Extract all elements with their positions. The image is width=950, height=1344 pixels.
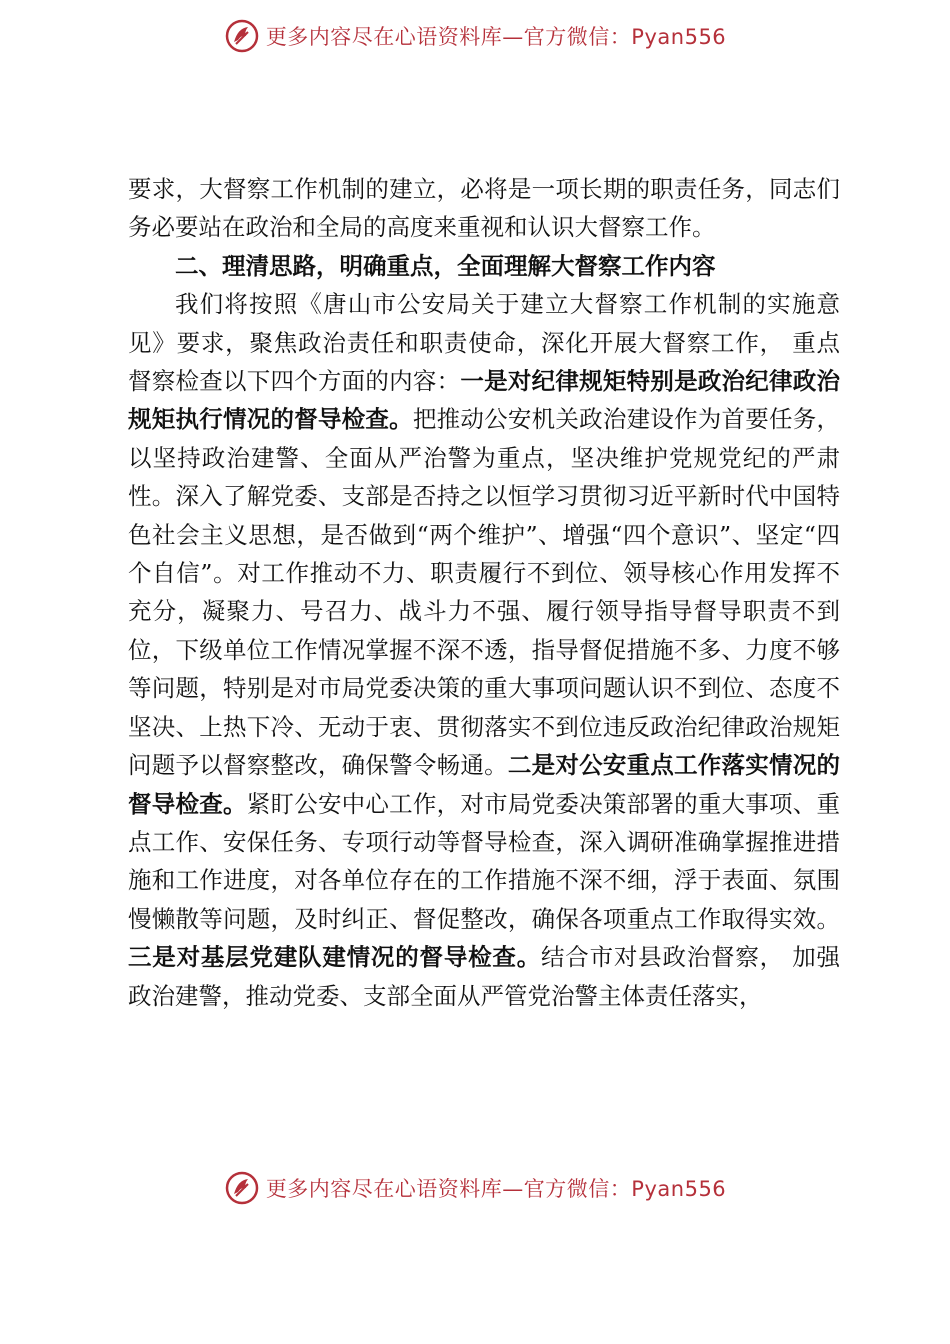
paragraph-text: 紧盯公安中心工作，对市局党委决策部署的重大事项、重点工作、安保任务、专项行动等督导检查，深入调研准确掌握推进措施和工作进度，对各单位存在的工作措施不深不细，浮于表面、氛围慢懒散等问题，及时纠正、督促整改，确保各项重点工作取得实效。 <box>128 789 841 933</box>
paragraph-text: 把推动公安机关政治建设作为首要任务，以坚持政治建警、全面从严治警为重点，坚决维护党规党纪的严肃性。深入了解党委、支部是否持之以恒学习贯彻习近平新时代中国特色社会主义思想，是否做到“两个维护”、增强“四个意识”、坚定“四个自信”。对工作推动不力、职责履行不到位、领导核心作用发挥不充分，凝聚力、号召力、战斗力不强、履行领导指导督导职责不到位，下级单位工作情况掌握不深不透，指导督促措施不多、力度不够等问题，特别是对市局党委决策的重大事项问题认识不到位、态度不坚决、上热下冷、无动于衷、贯彻落实不到位违反政治纪律政治规矩问题予以督察整改，确保警令畅通。 <box>128 405 841 780</box>
footer-banner <box>0 1168 950 1208</box>
section-heading: 二、理清思路，明确重点，全面理解大督察工作内容 <box>175 251 716 280</box>
paragraph-text: 结合市对县政治督察， 加强政治建警，推动党委、支部全面从严管党治警主体责任落实， <box>128 943 840 1010</box>
seal-logo-icon <box>224 1170 260 1206</box>
document-body <box>128 170 840 1015</box>
bold-point-two: 二是对公安重点工作落实情况的督导检查。 <box>128 751 841 818</box>
bold-point-three: 三是对基层党建队建情况的督导检查。 <box>128 943 541 972</box>
seal-logo-icon <box>224 18 260 54</box>
paragraph-text: 我们将按照《唐山市公安局关于建立大督察工作机制的实施意见》要求，聚焦政治责任和职责使命，深化开展大督察工作， 重点督察检查以下四个方面的内容： <box>128 290 840 396</box>
footer-banner-text: 更多内容尽在心语资料库—官方微信：Pyan556 <box>265 1177 727 1201</box>
header-banner-text: 更多内容尽在心语资料库—官方微信：Pyan556 <box>265 25 727 49</box>
paragraph-main <box>128 285 840 1015</box>
paragraph-continued: 要求，大督察工作机制的建立，必将是一项长期的职责任务，同志们务必要站在政治和全局的高度来重视和认识大督察工作。 <box>128 175 840 242</box>
header-banner <box>0 16 950 56</box>
bold-point-one: 一是对纪律规矩特别是政治纪律政治规矩执行情况的督导检查。 <box>128 367 841 434</box>
